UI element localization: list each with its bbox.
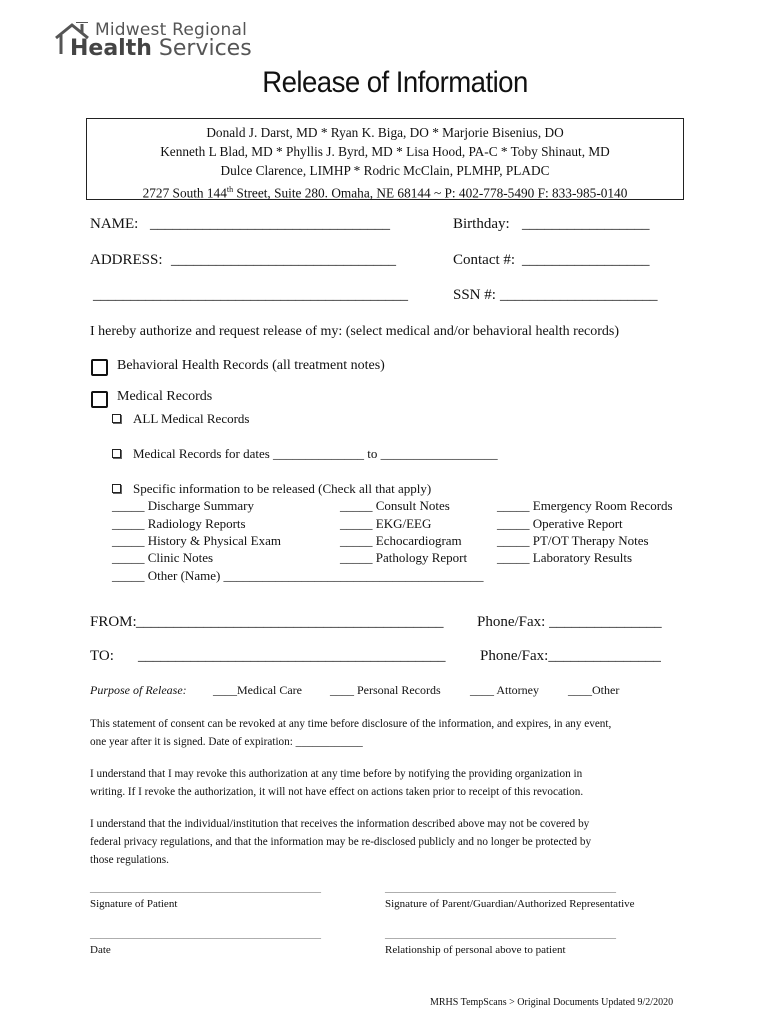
- from-phone-field[interactable]: Phone/Fax: _______________: [477, 614, 662, 630]
- item-other[interactable]: _____ Other (Name) ________________________________________: [112, 568, 484, 583]
- providers-line-3: Dulce Clarence, LIMHP * Rodric McClain, PLMHP, PLADC: [220, 163, 550, 178]
- item-radiology-reports[interactable]: _____ Radiology Reports: [112, 516, 246, 531]
- parent-signature-line[interactable]: __________________________________________: [385, 882, 616, 894]
- purpose-attorney[interactable]: ____ Attorney: [470, 683, 539, 697]
- relationship-line[interactable]: __________________________________________: [385, 928, 616, 940]
- page-title: Release of Information: [262, 66, 528, 99]
- address-line-2-field[interactable]: __________________________________________: [93, 287, 408, 303]
- relationship-label: Relationship of personal above to patient: [385, 944, 566, 956]
- purpose-medical-care[interactable]: ____Medical Care: [213, 683, 302, 697]
- all-medical-checkbox[interactable]: [112, 414, 121, 423]
- logo-text-line1: Midwest Regional: [95, 20, 248, 40]
- contact-label: Contact #:: [453, 252, 516, 268]
- from-field[interactable]: _________________________________________: [136, 614, 444, 630]
- to-field[interactable]: _________________________________________: [138, 648, 446, 664]
- dates-option[interactable]: Medical Records for dates ______________ to __________________: [112, 446, 498, 462]
- ssn-field[interactable]: _____________________: [500, 287, 658, 303]
- privacy-statement: I understand that the individual/institution that receives the information described above may not be covered by federal privacy regulations, and that the information may be re-disclosed publicly and no longer be protected by those regulations.: [90, 818, 592, 866]
- item-discharge-summary[interactable]: _____ Discharge Summary: [112, 498, 255, 513]
- from-label: FROM:: [90, 614, 137, 630]
- item-operative-report[interactable]: _____ Operative Report: [497, 516, 623, 531]
- item-echocardiogram[interactable]: _____ Echocardiogram: [340, 533, 462, 548]
- to-label: TO:: [90, 648, 114, 664]
- dates-checkbox[interactable]: [112, 449, 121, 458]
- logo-text-line2: [70, 36, 252, 61]
- date-label: Date: [90, 944, 111, 956]
- purpose-other[interactable]: ____Other: [568, 683, 620, 697]
- providers-box: [86, 118, 684, 200]
- consent-statement: This statement of consent can be revoked at any time before disclosure of the information, and expires, in any event, one year after it is signed. Date of expiration: ____________: [90, 718, 612, 748]
- item-clinic-notes[interactable]: _____ Clinic Notes: [112, 550, 214, 565]
- specific-checkbox[interactable]: [112, 484, 121, 493]
- footer-note: MRHS TempScans > Original Documents Updated 9/2/2020: [430, 997, 674, 1008]
- item-ekg-eeg[interactable]: _____ EKG/EEG: [340, 516, 432, 531]
- parent-signature-label: Signature of Parent/Guardian/Authorized Representative: [385, 898, 635, 910]
- item-consult-notes[interactable]: _____ Consult Notes: [340, 498, 450, 513]
- contact-field[interactable]: _________________: [522, 252, 650, 268]
- specific-option[interactable]: Specific information to be released (Check all that apply): [112, 481, 431, 497]
- providers-line-2: Kenneth L Blad, MD * Phyllis J. Byrd, MD * Lisa Hood, PA-C * Toby Shinaut, MD: [160, 144, 610, 159]
- purpose-label: Purpose of Release:: [90, 683, 187, 697]
- birthday-field[interactable]: _________________: [522, 216, 650, 232]
- ssn-label: SSN #:: [453, 287, 496, 303]
- patient-signature-line[interactable]: __________________________________________: [90, 882, 321, 894]
- address-label: ADDRESS:: [90, 252, 163, 268]
- revoke-statement: I understand that I may revoke this authorization at any time before by notifying the providing organization in writing. If I revoke the authorization, it will not have effect on actions taken prior to receipt of this revocation.: [90, 768, 584, 798]
- to-phone-field[interactable]: Phone/Fax:_______________: [480, 648, 661, 664]
- purpose-personal-records[interactable]: ____ Personal Records: [330, 683, 441, 697]
- logo-text-rest: Services: [151, 36, 252, 61]
- item-laboratory-results[interactable]: _____ Laboratory Results: [497, 550, 633, 565]
- medical-records-label: Medical Records: [117, 389, 213, 404]
- item-pt-ot-notes[interactable]: _____ PT/OT Therapy Notes: [497, 533, 649, 548]
- logo-text-bold: Health: [70, 36, 152, 61]
- item-emergency-room[interactable]: _____ Emergency Room Records: [497, 498, 673, 513]
- patient-signature-label: Signature of Patient: [90, 898, 178, 910]
- providers-address: 2727 South 144th Street, Suite 280. Omaha, NE 68144 ~ P: 402-778-5490 F: 833-985-0140: [142, 185, 628, 201]
- date-line[interactable]: __________________________________________: [90, 928, 321, 940]
- providers-line-1: Donald J. Darst, MD * Ryan K. Biga, DO * Marjorie Bisenius, DO: [206, 125, 564, 140]
- behavioral-records-label: Behavioral Health Records (all treatment notes): [117, 358, 385, 373]
- name-field[interactable]: ________________________________: [150, 216, 390, 232]
- address-field[interactable]: ______________________________: [171, 252, 396, 268]
- item-history-physical[interactable]: _____ History & Physical Exam: [112, 533, 281, 548]
- all-medical-option[interactable]: ALL Medical Records: [112, 411, 249, 427]
- authorize-statement: I hereby authorize and request release of my: (select medical and/or behavioral health records): [90, 324, 620, 339]
- behavioral-records-checkbox[interactable]: [91, 359, 108, 376]
- name-label: NAME:: [90, 216, 139, 232]
- medical-records-checkbox[interactable]: [91, 391, 108, 408]
- item-pathology-report[interactable]: _____ Pathology Report: [340, 550, 468, 565]
- birthday-label: Birthday:: [453, 216, 510, 232]
